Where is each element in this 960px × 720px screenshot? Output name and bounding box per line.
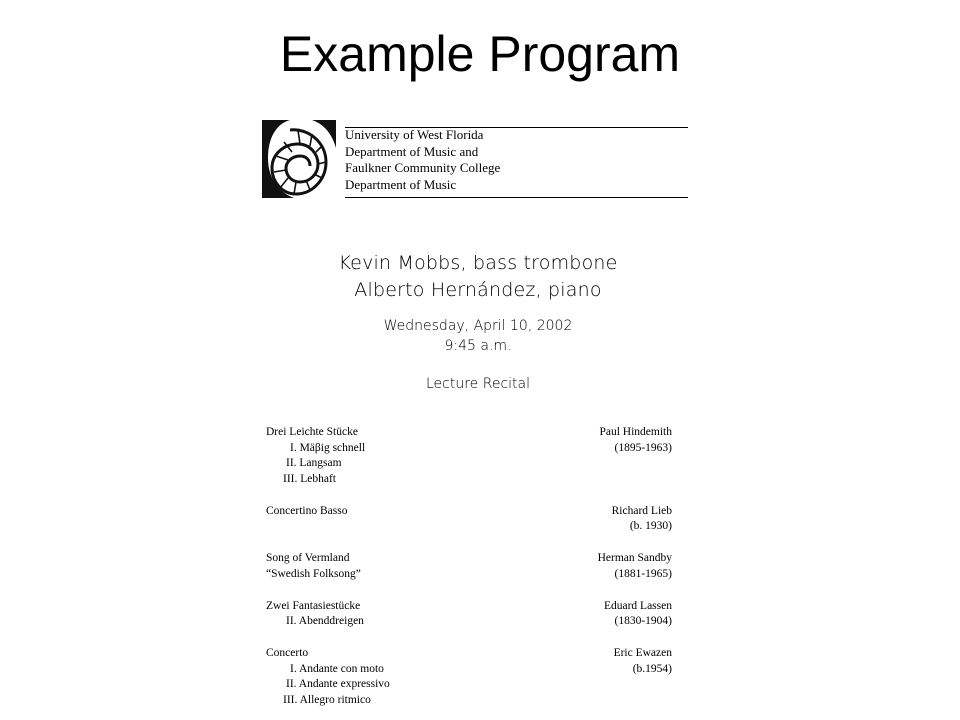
composer-name: Eduard Lassen: [603, 599, 672, 612]
nautilus-logo: [260, 118, 336, 198]
program-page: [258, 116, 698, 716]
institution-line: Department of Music: [345, 176, 457, 192]
performer-piano: Alberto Hernández, piano: [354, 279, 602, 301]
composer-dates: (1895-1963): [614, 441, 672, 454]
header-rule-bottom: [345, 197, 688, 198]
composer-name: Eric Ewazen: [613, 646, 672, 659]
spacer: [266, 583, 672, 599]
event-time: 9:45 a.m.: [444, 338, 512, 354]
program-entry-line: [266, 441, 672, 457]
piece-title: Concerto: [266, 646, 309, 659]
event-type: Lecture Recital: [426, 376, 530, 392]
program-entry: [266, 599, 672, 615]
movement: I. Andante con moto: [290, 662, 384, 675]
institution-block: [345, 127, 500, 193]
program-entry-line: [266, 677, 672, 693]
movement: I. Mäβig schnell: [290, 441, 366, 454]
program-entry: [266, 551, 672, 567]
piece-title: Zwei Fantasiestücke: [266, 599, 361, 612]
composer-dates: (b.1954): [632, 662, 672, 675]
piece-title: Song of Vermland: [266, 552, 350, 565]
event-date: Wednesday, April 10, 2002: [383, 318, 573, 334]
institution-line: Department of Music and: [345, 143, 479, 159]
institution-line: University of West Florida: [345, 127, 484, 142]
program-entry-line: [266, 472, 672, 488]
spacer: [266, 488, 672, 504]
movement: III. Lebhaft: [283, 473, 336, 486]
composer-name: Herman Sandby: [597, 552, 672, 565]
spacer: [266, 630, 672, 646]
composer-name: Richard Lieb: [611, 504, 672, 517]
composer-dates: (1830-1904): [614, 615, 672, 628]
slide-title: Example Program: [279, 26, 681, 82]
program-entry: [266, 646, 672, 662]
program-entry: [266, 504, 672, 520]
movement: II. Andante expressivo: [286, 678, 390, 691]
program-entry-line: [266, 519, 672, 535]
program-entry-line: [266, 614, 672, 630]
piece-title: Concertino Basso: [266, 504, 348, 517]
movement: II. Abenddreigen: [286, 615, 364, 628]
repertoire-list: [266, 425, 672, 709]
composer-dates: (1881-1965): [614, 567, 672, 580]
program-entry: [266, 425, 672, 441]
piece-title: Drei Leichte Stücke: [266, 426, 358, 438]
composer-dates: (b. 1930): [629, 520, 672, 533]
program-entry-line: [266, 456, 672, 472]
spacer: [266, 535, 672, 551]
movement: III. Allegro ritmico: [283, 693, 371, 706]
program-entry-line: [266, 693, 672, 709]
program-entry-line: [266, 567, 672, 583]
program-entry-line: [266, 662, 672, 678]
performer-trombone: Kevin Mobbs, bass trombone: [338, 252, 618, 274]
piece-subtitle: “Swedish Folksong”: [266, 567, 361, 580]
institution-line: Faulkner Community College: [345, 160, 501, 175]
movement: II. Langsam: [286, 457, 342, 470]
composer-name: Paul Hindemith: [599, 426, 672, 438]
